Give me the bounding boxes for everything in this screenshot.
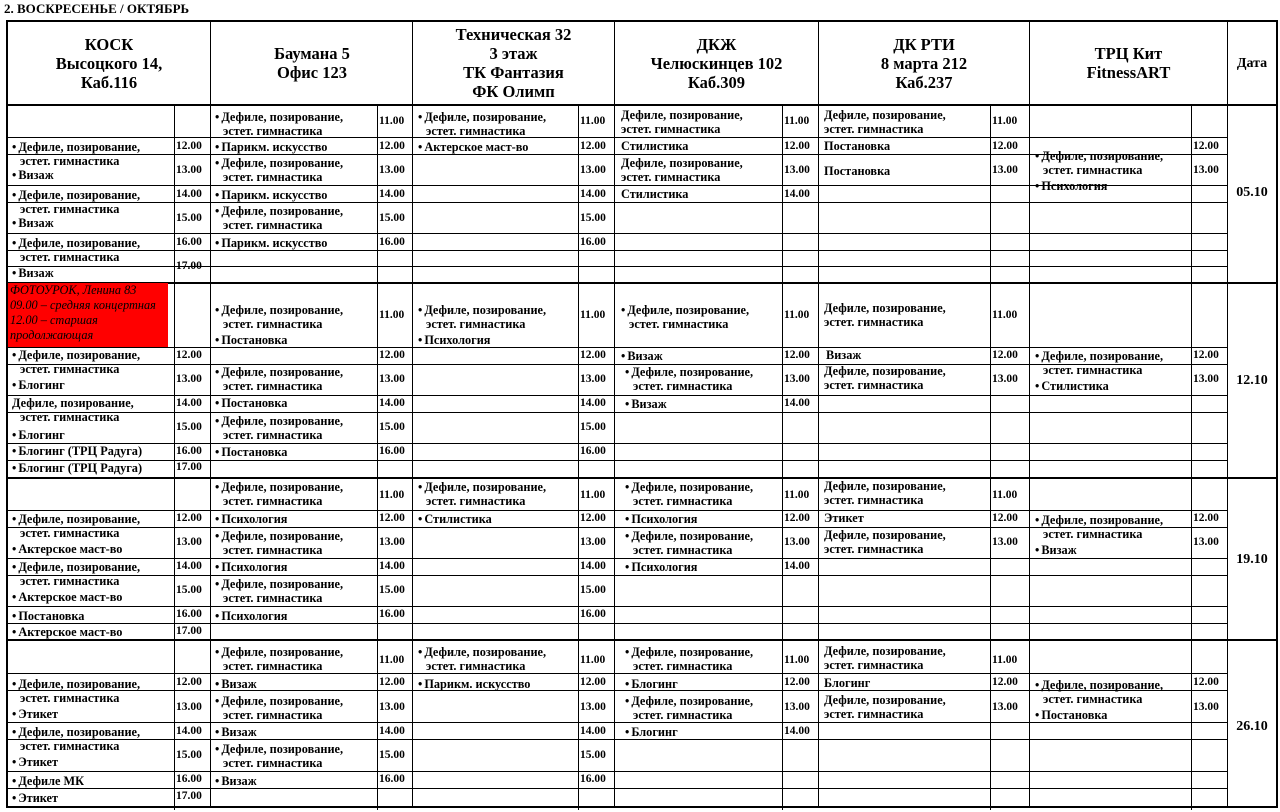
time-label: 11.00 <box>784 489 810 501</box>
list-item: • Визаж <box>215 725 257 739</box>
time-label: 12.00 <box>379 140 405 152</box>
list-item: эстет. гимнастика <box>426 659 526 673</box>
time-label: 14.00 <box>176 725 202 737</box>
list-item: эстет. гимнастика <box>633 494 733 508</box>
list-item: Стилистика <box>621 139 689 153</box>
time-label: 11.00 <box>379 115 405 127</box>
time-label: 13.00 <box>784 373 810 385</box>
list-item: эстет. гимнастика <box>20 250 120 264</box>
time-label: 13.00 <box>176 536 202 548</box>
time-label: 11.00 <box>580 309 606 321</box>
time-label: 12.00 <box>379 676 405 688</box>
time-label: 14.00 <box>379 560 405 572</box>
list-item: эстет. гимнастика <box>223 379 323 393</box>
list-item: • Дефиле, позирование, <box>215 645 343 659</box>
time-label: 14.00 <box>379 188 405 200</box>
list-item: Дефиле, позирование, <box>824 644 946 658</box>
list-item: • Постановка <box>215 333 287 347</box>
time-label: 15.00 <box>176 584 202 596</box>
time-label: 11.00 <box>784 115 810 127</box>
list-item: • Дефиле, позирование, <box>215 480 343 494</box>
list-item: эстет. гимнастика <box>824 378 924 392</box>
header-tech: Техническая 32 3 этаж ТК Фантазия ФК Олимп <box>455 25 572 101</box>
list-item: • Дефиле, позирование, <box>418 110 546 124</box>
time-label: 15.00 <box>379 584 405 596</box>
list-item: Стилистика <box>621 187 689 201</box>
time-label: 13.00 <box>580 373 606 385</box>
date-label: 26.10 <box>1236 719 1268 734</box>
time-label: 13.00 <box>784 701 810 713</box>
list-item: • Дефиле, позирование, <box>215 414 343 428</box>
list-item: • Этикет <box>12 791 58 805</box>
time-label: 13.00 <box>992 164 1018 176</box>
list-item: • Дефиле, позирование, <box>1035 678 1163 692</box>
list-item: эстет. гимнастика <box>824 707 924 721</box>
list-item: Визаж <box>826 348 862 362</box>
column-divider <box>578 104 579 810</box>
list-item: Дефиле, позирование, <box>824 693 946 707</box>
list-item: эстет. гимнастика <box>20 362 120 376</box>
list-item: • Психология <box>215 512 287 526</box>
time-label: 13.00 <box>992 701 1018 713</box>
list-item: • Дефиле, позирование, <box>215 156 343 170</box>
list-item: Дефиле, позирование, <box>824 108 946 122</box>
row-divider <box>8 250 1227 251</box>
list-item: эстет. гимнастика <box>1043 363 1143 377</box>
time-label: 14.00 <box>379 725 405 737</box>
time-label: 13.00 <box>580 536 606 548</box>
column-divider <box>782 104 783 810</box>
list-item: • Блогинг <box>625 725 678 739</box>
time-label: 13.00 <box>176 164 202 176</box>
list-item: Постановка <box>824 139 891 153</box>
time-label: 11.00 <box>992 309 1018 321</box>
header-kosk: КОСК Высоцкого 14, Каб.116 <box>55 34 163 92</box>
time-label: 12.00 <box>379 349 405 361</box>
column-divider <box>1227 22 1228 806</box>
time-label: 12.00 <box>992 140 1018 152</box>
list-item: эстет. гимнастика <box>824 493 924 507</box>
photo-lesson-note: ФОТОУРОК, Ленина 83 09.00 – средняя концертная 12.00 – старшая продолжающая <box>8 283 168 347</box>
time-label: 11.00 <box>992 489 1018 501</box>
list-item: • Блогинг (ТРЦ Радуга) <box>12 461 142 475</box>
list-item: • Парикм. искусство <box>418 677 530 691</box>
list-item: Дефиле, позирование, <box>824 528 946 542</box>
time-label: 16.00 <box>580 445 606 457</box>
row-divider <box>8 412 1227 413</box>
time-label: 13.00 <box>1193 536 1219 548</box>
list-item: • Дефиле, позирование, <box>12 560 140 574</box>
list-item: • Дефиле МК <box>12 774 84 788</box>
list-item: эстет. гимнастика <box>223 591 323 605</box>
time-label: 12.00 <box>580 512 606 524</box>
time-label: 13.00 <box>379 536 405 548</box>
time-label: 15.00 <box>176 421 202 433</box>
time-label: 14.00 <box>580 188 606 200</box>
time-label: 12.00 <box>992 676 1018 688</box>
time-label: 14.00 <box>784 397 810 409</box>
list-item: эстет. гимнастика <box>633 708 733 722</box>
list-item: • Визаж <box>625 397 667 411</box>
header-baumana: Баумана 5 Офис 123 <box>274 44 350 82</box>
column-divider <box>377 104 378 810</box>
row-divider <box>8 673 1227 674</box>
list-item: • Парикм. искусство <box>215 140 327 154</box>
time-label: 15.00 <box>379 749 405 761</box>
time-label: 16.00 <box>176 236 202 248</box>
list-item: • Дефиле, позирование, <box>12 140 140 154</box>
list-item: • Психология <box>625 560 697 574</box>
list-item: • Дефиле, позирование, <box>625 529 753 543</box>
time-label: 14.00 <box>379 397 405 409</box>
date-label: 12.10 <box>1236 373 1268 388</box>
time-label: 12.00 <box>176 512 202 524</box>
header-date: Дата <box>1236 55 1268 71</box>
list-item: • Постановка <box>215 396 287 410</box>
time-label: 11.00 <box>580 654 606 666</box>
time-label: 11.00 <box>379 309 405 321</box>
time-label: 13.00 <box>580 164 606 176</box>
list-item: Дефиле, позирование, <box>621 156 743 170</box>
time-label: 15.00 <box>580 212 606 224</box>
list-item: эстет. гимнастика <box>223 218 323 232</box>
list-item: • Дефиле, позирование, <box>1035 349 1163 363</box>
list-item: • Постановка <box>1035 708 1107 722</box>
time-label: 13.00 <box>379 373 405 385</box>
list-item: • Дефиле, позирование, <box>12 348 140 362</box>
list-item: • Дефиле, позирование, <box>12 188 140 202</box>
time-label: 14.00 <box>784 188 810 200</box>
time-label: 16.00 <box>176 445 202 457</box>
list-item: • Этикет <box>12 707 58 721</box>
row-divider <box>8 233 1227 234</box>
list-item: • Дефиле, позирование, <box>215 110 343 124</box>
list-item: Дефиле, позирование, <box>12 396 134 410</box>
time-label: 14.00 <box>176 188 202 200</box>
date-label: 19.10 <box>1236 552 1268 567</box>
row-divider <box>8 477 1276 479</box>
list-item: • Психология <box>215 609 287 623</box>
list-item: • Блогинг <box>625 677 678 691</box>
list-item: • Визаж <box>1035 543 1077 557</box>
list-item: эстет. гимнастика <box>223 756 323 770</box>
list-item: • Дефиле, позирование, <box>621 303 749 317</box>
time-label: 13.00 <box>176 701 202 713</box>
time-label: 15.00 <box>379 421 405 433</box>
list-item: • Дефиле, позирование, <box>12 677 140 691</box>
time-label: 13.00 <box>784 164 810 176</box>
list-item: • Блогинг <box>12 428 65 442</box>
list-item: эстет. гимнастика <box>223 428 323 442</box>
time-label: 11.00 <box>379 654 405 666</box>
time-label: 15.00 <box>580 421 606 433</box>
list-item: • Дефиле, позирование, <box>215 303 343 317</box>
list-item: эстет. гимнастика <box>633 543 733 557</box>
list-item: Дефиле, позирование, <box>824 301 946 315</box>
list-item: эстет. гимнастика <box>426 494 526 508</box>
time-label: 14.00 <box>176 560 202 572</box>
time-label: 12.00 <box>1193 349 1219 361</box>
row-divider <box>8 282 1276 284</box>
time-label: 13.00 <box>580 701 606 713</box>
list-item: эстет. гимнастика <box>20 574 120 588</box>
time-label: 16.00 <box>379 445 405 457</box>
time-label: 12.00 <box>784 140 810 152</box>
time-label: 13.00 <box>992 373 1018 385</box>
time-label: 11.00 <box>784 309 810 321</box>
list-item: • Дефиле, позирование, <box>215 742 343 756</box>
list-item: • Дефиле, позирование, <box>12 725 140 739</box>
list-item: • Парикм. искусство <box>215 236 327 250</box>
time-label: 12.00 <box>1193 676 1219 688</box>
time-label: 12.00 <box>176 140 202 152</box>
list-item: эстет. гимнастика <box>20 526 120 540</box>
list-item: • Визаж <box>621 349 663 363</box>
list-item: эстет. гимнастика <box>633 659 733 673</box>
list-item: • Психология <box>215 560 287 574</box>
list-item: Дефиле, позирование, <box>621 108 743 122</box>
list-item: • Дефиле, позирование, <box>625 645 753 659</box>
list-item: • Визаж <box>215 774 257 788</box>
time-label: 14.00 <box>580 397 606 409</box>
list-item: • Постановка <box>215 445 287 459</box>
list-item: Дефиле, позирование, <box>824 479 946 493</box>
list-item: эстет. гимнастика <box>20 691 120 705</box>
list-item: • Дефиле, позирование, <box>625 365 753 379</box>
list-item: эстет. гимнастика <box>20 202 120 216</box>
time-label: 14.00 <box>580 725 606 737</box>
list-item: Дефиле, позирование, <box>824 364 946 378</box>
time-label: 12.00 <box>1193 512 1219 524</box>
list-item: • Актерское маст-во <box>418 140 528 154</box>
row-divider <box>8 104 1276 106</box>
time-label: 13.00 <box>1193 701 1219 713</box>
list-item: эстет. гимнастика <box>426 317 526 331</box>
list-item: эстет. гимнастика <box>824 315 924 329</box>
list-item: • Блогинг <box>12 378 65 392</box>
list-item: • Визаж <box>12 216 54 230</box>
time-label: 12.00 <box>784 676 810 688</box>
time-label: 13.00 <box>992 536 1018 548</box>
time-label: 14.00 <box>784 725 810 737</box>
time-label: 15.00 <box>176 212 202 224</box>
column-divider <box>990 104 991 810</box>
time-label: 12.00 <box>992 349 1018 361</box>
list-item: • Дефиле, позирование, <box>215 694 343 708</box>
time-label: 11.00 <box>580 115 606 127</box>
list-item: • Визаж <box>12 266 54 280</box>
column-divider <box>412 22 413 806</box>
header-trc: ТРЦ Кит FitnessART <box>1086 44 1171 82</box>
list-item: эстет. гимнастика <box>1043 527 1143 541</box>
time-label: 12.00 <box>176 676 202 688</box>
row-divider <box>8 639 1276 641</box>
list-item: • Дефиле, позирование, <box>12 236 140 250</box>
list-item: Блогинг <box>824 676 871 690</box>
row-divider <box>8 137 1227 138</box>
time-label: 12.00 <box>992 512 1018 524</box>
time-label: 11.00 <box>379 489 405 501</box>
column-divider <box>614 22 615 806</box>
date-label: 05.10 <box>1236 185 1268 200</box>
list-item: • Парикм. искусство <box>215 188 327 202</box>
list-item: • Психология <box>625 512 697 526</box>
list-item: Этикет <box>824 511 864 525</box>
list-item: • Дефиле, позирование, <box>1035 513 1163 527</box>
list-item: • Дефиле, позирование, <box>215 529 343 543</box>
list-item: • Психология <box>418 333 490 347</box>
time-label: 12.00 <box>1193 140 1219 152</box>
time-label: 15.00 <box>176 749 202 761</box>
list-item: эстет. гимнастика <box>824 542 924 556</box>
list-item: эстет. гимнастика <box>629 317 729 331</box>
time-label: 12.00 <box>176 349 202 361</box>
list-item: • Дефиле, позирование, <box>215 204 343 218</box>
time-label: 12.00 <box>379 512 405 524</box>
list-item: эстет. гимнастика <box>1043 692 1143 706</box>
list-item: • Дефиле, позирование, <box>215 577 343 591</box>
list-item: эстет. гимнастика <box>223 317 323 331</box>
row-divider <box>8 202 1227 203</box>
list-item: • Дефиле, позирование, <box>625 694 753 708</box>
list-item: • Актерское маст-во <box>12 625 122 639</box>
time-label: 14.00 <box>580 560 606 572</box>
list-item: • Дефиле, позирование, <box>12 512 140 526</box>
time-label: 14.00 <box>784 560 810 572</box>
time-label: 16.00 <box>379 236 405 248</box>
time-label: 16.00 <box>580 608 606 620</box>
row-divider <box>8 722 1227 723</box>
list-item: эстет. гимнастика <box>621 170 721 184</box>
list-item: эстет. гимнастика <box>20 154 120 168</box>
list-item: • Дефиле, позирование, <box>418 645 546 659</box>
list-item: • Психология <box>1035 179 1107 193</box>
time-label: 16.00 <box>176 608 202 620</box>
list-item: • Дефиле, позирование, <box>418 303 546 317</box>
list-item: эстет. гимнастика <box>223 659 323 673</box>
time-label: 13.00 <box>1193 164 1219 176</box>
column-divider <box>1191 104 1192 810</box>
time-label: 13.00 <box>379 164 405 176</box>
column-divider <box>818 22 819 806</box>
list-item: • Актерское маст-во <box>12 542 122 556</box>
time-label: 15.00 <box>580 584 606 596</box>
list-item: эстет. гимнастика <box>621 122 721 136</box>
list-item: эстет. гимнастика <box>223 170 323 184</box>
list-item: • Визаж <box>12 168 54 182</box>
list-item: • Дефиле, позирование, <box>418 480 546 494</box>
time-label: 12.00 <box>580 349 606 361</box>
list-item: • Стилистика <box>1035 379 1109 393</box>
list-item: • Этикет <box>12 755 58 769</box>
time-label: 12.00 <box>580 676 606 688</box>
time-label: 13.00 <box>784 536 810 548</box>
time-label: 16.00 <box>580 773 606 785</box>
row-divider <box>8 575 1227 576</box>
list-item: эстет. гимнастика <box>426 124 526 138</box>
list-item: • Дефиле, позирование, <box>1035 149 1163 163</box>
row-divider <box>8 739 1227 740</box>
header-dkrti: ДК РТИ 8 марта 212 Каб.237 <box>880 34 968 92</box>
time-label: 17.00 <box>176 461 202 473</box>
time-label: 17.00 <box>176 625 202 637</box>
list-item: эстет. гимнастика <box>223 494 323 508</box>
list-item: эстет. гимнастика <box>223 543 323 557</box>
schedule-table <box>6 20 1278 808</box>
list-item: эстет. гимнастика <box>223 124 323 138</box>
page-title: 2. ВОСКРЕСЕНЬЕ / ОКТЯБРЬ <box>4 1 190 16</box>
list-item: эстет. гимнастика <box>1043 163 1143 177</box>
time-label: 11.00 <box>784 654 810 666</box>
time-label: 16.00 <box>176 773 202 785</box>
time-label: 12.00 <box>580 140 606 152</box>
time-label: 15.00 <box>379 212 405 224</box>
time-label: 16.00 <box>379 608 405 620</box>
time-label: 11.00 <box>992 115 1018 127</box>
list-item: эстет. гимнастика <box>20 739 120 753</box>
time-label: 13.00 <box>176 373 202 385</box>
time-label: 17.00 <box>176 790 202 802</box>
list-item: Постановка <box>824 164 891 178</box>
list-item: эстет. гимнастика <box>633 379 733 393</box>
list-item: • Постановка <box>12 609 84 623</box>
list-item: эстет. гимнастика <box>20 410 120 424</box>
column-divider <box>174 104 175 810</box>
time-label: 13.00 <box>379 701 405 713</box>
list-item: • Блогинг (ТРЦ Радуга) <box>12 444 142 458</box>
time-label: 13.00 <box>1193 373 1219 385</box>
list-item: • Актерское маст-во <box>12 590 122 604</box>
list-item: эстет. гимнастика <box>824 658 924 672</box>
time-label: 16.00 <box>580 236 606 248</box>
list-item: эстет. гимнастика <box>223 708 323 722</box>
list-item: • Визаж <box>215 677 257 691</box>
column-divider <box>210 22 211 806</box>
time-label: 15.00 <box>580 749 606 761</box>
time-label: 14.00 <box>176 397 202 409</box>
list-item: эстет. гимнастика <box>824 122 924 136</box>
time-label: 12.00 <box>784 349 810 361</box>
list-item: • Дефиле, позирование, <box>625 480 753 494</box>
time-label: 16.00 <box>379 773 405 785</box>
list-item: • Стилистика <box>418 512 492 526</box>
list-item: • Дефиле, позирование, <box>215 365 343 379</box>
time-label: 11.00 <box>580 489 606 501</box>
column-divider <box>1029 22 1030 806</box>
time-label: 17.00 <box>176 260 202 272</box>
time-label: 12.00 <box>784 512 810 524</box>
header-dkzh: ДКЖ Челюскинцев 102 Каб.309 <box>650 34 783 92</box>
time-label: 11.00 <box>992 654 1018 666</box>
